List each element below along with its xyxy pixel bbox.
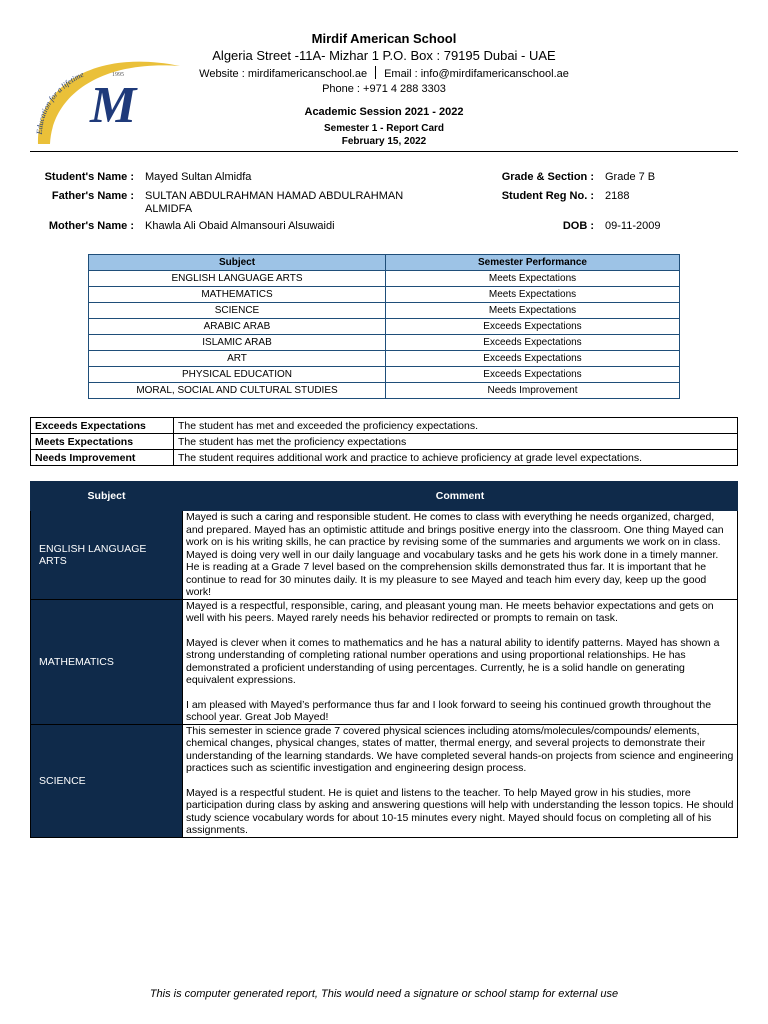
contact-line [0,66,768,80]
table-row [89,367,680,383]
grade-subject: ART [89,351,386,367]
father-name-value: SULTAN ABDULRAHMAN HAMAD ABDULRAHMAN ALMIDFA [145,190,404,215]
comment-text [183,511,738,600]
comment-text [183,599,738,724]
key-term: Exceeds Expectations [31,418,174,434]
grade-performance: Exceeds Expectations [386,351,680,367]
reg-no-value: 2188 [605,190,630,202]
dob-label: DOB : [562,220,594,232]
grade-subject: MORAL, SOCIAL AND CULTURAL STUDIES [89,383,386,399]
school-phone: Phone : +971 4 288 3303 [322,83,446,95]
grade-section-label: Grade & Section : [501,171,594,183]
grades-header-subject: Subject [89,255,386,271]
comment-paragraph: Mayed is a respectful, responsible, caring, and pleasant young man. He meets behavior expectations and gets on well with his peers. Mayed rarely needs his behavior redirected or prompts to remain on task. [186,599,714,624]
grade-subject: ENGLISH LANGUAGE ARTS [89,271,386,287]
table-row [31,418,738,434]
grade-performance: Needs Improvement [386,383,680,399]
key-definition: The student has met the proficiency expectations [174,434,738,450]
school-name: Mirdif American School [311,31,457,46]
grade-performance: Meets Expectations [386,287,680,303]
table-row [31,511,738,600]
comment-paragraph: Mayed is a respectful student. He is quiet and listens to the teacher. To help Mayed grow in his studies, more participation during class by asking and answering questions will help with understanding the lesson topics. He should study science vocabulary words for about 10-15 minutes every night. Mayed should focus on completing all of his assignments. [186,786,734,836]
report-semester: Semester 1 - Report Card [323,123,445,134]
father-name-label: Father's Name : [51,190,134,202]
table-row [89,303,680,319]
comments-header-row [31,482,738,511]
table-row [89,319,680,335]
key-term: Needs Improvement [31,450,174,466]
header-divider [30,151,738,152]
logo-year: 1995 [112,72,124,78]
table-row [89,287,680,303]
grade-performance: Exceeds Expectations [386,367,680,383]
grade-performance: Exceeds Expectations [386,335,680,351]
comment-paragraph: Mayed is clever when it comes to mathematics and he has a natural ability to identify patterns. Mayed has shown a strong understanding of completing rational number operations and using proportional relationships. He has demonstrated a proficient understanding of using percentages. Currently, he is a solid handle on generating equivalent expressions. [186,636,720,686]
comments-header-comment: Comment [183,482,738,511]
mother-name-label: Mother's Name : [48,220,134,232]
reg-no-label: Student Reg No. : [501,190,594,202]
grade-subject: ISLAMIC ARAB [89,335,386,351]
logo-letter: M [90,77,137,134]
comment-subject: SCIENCE [31,724,183,837]
grade-performance: Exceeds Expectations [386,319,680,335]
table-row [89,383,680,399]
comment-paragraph: Mayed is such a caring and responsible student. He comes to class with everything he needs organized, charged, and prepared. Mayed has an optimistic attitude and brings positive energy into the classroom. One thing Mayed can work on is his writing skills, he can practice by revising some of the summaries and arguments we work on in class. Mayed is doing very well in our daily language and vocabulary tasks and he gets his work done in a timely manner. He is reading at a Grade 7 level based on the comprehension skills demonstrated thus far. It is important that he continue to read for 30 minutes daily. It is my pleasure to see Mayed and teach him every day, keep up the good work! [186,511,724,598]
grade-performance: Meets Expectations [386,271,680,287]
school-email[interactable]: Email : info@mirdifamericanschool.ae [384,68,569,80]
table-row [31,599,738,724]
comment-text [183,724,738,837]
comment-paragraph: This semester in science grade 7 covered physical sciences including atoms/molecules/compounds/ elements, chemical changes, physical changes, states of matter, thermal energy, and several projects to demonstrate their understanding of the learning standards. We have completed several hands-on projects from science and engineering practices such as scientific investigation and engineering design process. [186,724,734,774]
grades-header-row [89,255,680,271]
comment-paragraph: I am pleased with Mayed’s performance thus far and I look forward to seeing his continued growth throughout the school year. Great Job Mayed! [186,698,712,723]
key-term: Meets Expectations [31,434,174,450]
table-row [89,271,680,287]
grade-subject: SCIENCE [89,303,386,319]
table-row [31,434,738,450]
table-row [89,351,680,367]
grades-header-performance: Semester Performance [386,255,680,271]
table-row [31,724,738,837]
comments-table [30,481,738,838]
comments-header-subject: Subject [31,482,183,511]
grade-performance: Meets Expectations [386,303,680,319]
table-row [31,450,738,466]
key-definition: The student has met and exceeded the proficiency expectations. [174,418,738,434]
school-address: Algeria Street -11A- Mizhar 1 P.O. Box : 79195 Dubai - UAE [212,48,556,63]
comment-subject: MATHEMATICS [31,599,183,724]
grades-table [88,254,680,399]
logo-arc-text: Education for a lifetime [34,69,86,135]
grade-subject: PHYSICAL EDUCATION [89,367,386,383]
comment-subject: ENGLISH LANGUAGE ARTS [31,511,183,600]
grade-section-value: Grade 7 B [605,171,656,183]
footer-note: This is computer generated report, This would need a signature or school stamp for external use [149,988,619,1000]
report-date: February 15, 2022 [341,136,427,147]
table-row [89,335,680,351]
contact-separator [375,66,376,79]
key-definition: The student requires additional work and practice to achieve proficiency at grade level expectations. [174,450,738,466]
school-website[interactable]: Website : mirdifamericanschool.ae [199,68,368,80]
performance-key-table [30,417,738,466]
academic-session: Academic Session 2021 - 2022 [304,106,464,118]
grade-subject: ARABIC ARAB [89,319,386,335]
student-name-value: Mayed Sultan Almidfa [145,171,252,183]
mother-name-value: Khawla Ali Obaid Almansouri Alsuwaidi [145,220,335,232]
dob-value: 09-11-2009 [605,220,661,232]
student-name-label: Student's Name : [44,171,134,183]
grade-subject: MATHEMATICS [89,287,386,303]
